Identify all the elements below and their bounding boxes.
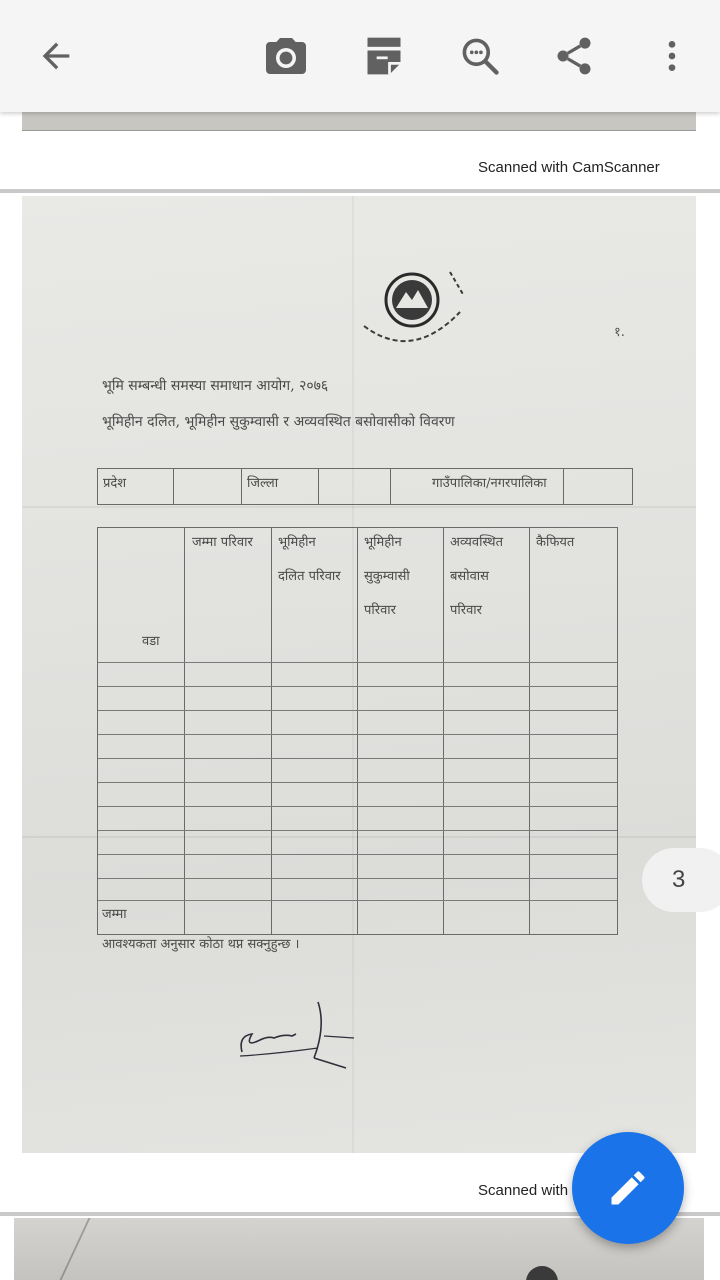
doc-heading-line-1: भूमि सम्बन्धी समस्या समाधान आयोग, २०७६ bbox=[102, 378, 329, 394]
zoom-more-icon bbox=[458, 34, 502, 78]
watermark-caption: Scanned with CamScanner bbox=[478, 159, 660, 176]
seal-logo bbox=[352, 252, 482, 362]
watermark-caption: Scanned with bbox=[478, 1182, 569, 1199]
back-button[interactable] bbox=[26, 26, 86, 86]
page-separator bbox=[0, 189, 720, 193]
total-row-label: जम्मा bbox=[102, 907, 127, 922]
zoom-button[interactable] bbox=[450, 26, 510, 86]
district-label: जिल्ला bbox=[247, 476, 279, 491]
top-toolbar bbox=[0, 0, 720, 112]
doc-heading-line-2: भूमिहीन दलित, भूमिहीन सुकुम्वासी र अव्यवस्थित बसोवासीको विवरण bbox=[102, 414, 455, 430]
scanned-page[interactable] bbox=[22, 196, 696, 1153]
page-indicator[interactable]: 3 bbox=[642, 848, 720, 912]
header-landless-dalit-2: दलित परिवार bbox=[278, 569, 341, 584]
municipality-label: गाउँपालिका/नगरपालिका bbox=[432, 476, 547, 491]
signature bbox=[234, 996, 374, 1076]
header-landless-squatter-3: परिवार bbox=[364, 603, 396, 618]
arrow-back-icon bbox=[36, 36, 76, 76]
page-layout-button[interactable] bbox=[354, 26, 414, 86]
camera-icon bbox=[262, 32, 310, 80]
header-landless-dalit-1: भूमिहीन bbox=[278, 535, 316, 550]
data-table bbox=[97, 527, 618, 935]
province-row bbox=[97, 468, 633, 505]
header-unmanaged-2: बसोवास bbox=[450, 569, 489, 584]
header-total-family: जम्मा परिवार bbox=[192, 535, 253, 550]
previous-page-sliver[interactable] bbox=[22, 112, 696, 131]
more-options-button[interactable] bbox=[642, 26, 702, 86]
header-landless-squatter-1: भूमिहीन bbox=[364, 535, 402, 550]
header-ward: वडा bbox=[142, 634, 160, 649]
more-vert-icon bbox=[652, 36, 692, 76]
header-remarks: कैफियत bbox=[536, 535, 575, 550]
header-landless-squatter-2: सुकुम्वासी bbox=[364, 569, 410, 584]
doc-footnote: आवश्यकता अनुसार कोठा थप्न सक्नुहुन्छ । bbox=[102, 937, 300, 952]
next-page-seal-icon bbox=[522, 1262, 562, 1280]
header-unmanaged-1: अव्यवस्थित bbox=[450, 535, 504, 550]
share-icon bbox=[552, 34, 596, 78]
province-label: प्रदेश bbox=[103, 476, 127, 491]
edit-pencil-icon bbox=[606, 1166, 650, 1210]
share-button[interactable] bbox=[544, 26, 604, 86]
page-layout-icon bbox=[362, 34, 406, 78]
header-unmanaged-3: परिवार bbox=[450, 603, 482, 618]
page-number: १. bbox=[614, 325, 625, 340]
edit-fab-button[interactable] bbox=[572, 1132, 684, 1244]
camera-button[interactable] bbox=[256, 26, 316, 86]
